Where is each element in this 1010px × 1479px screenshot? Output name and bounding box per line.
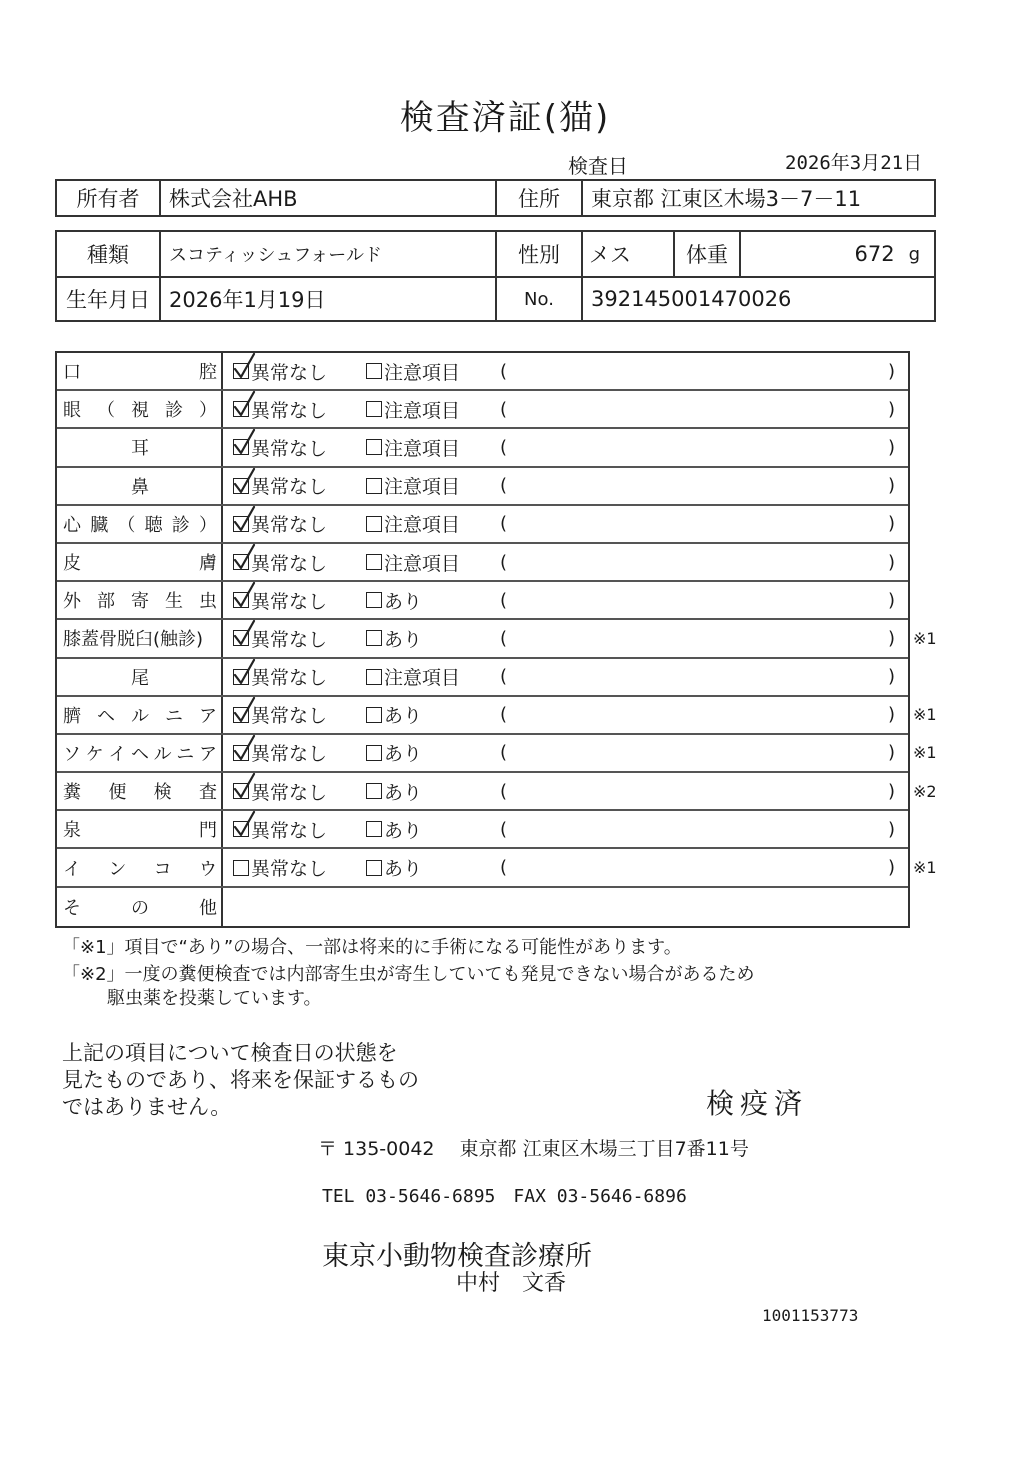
- ok-checkbox[interactable]: [233, 439, 249, 455]
- alt-label: あり: [384, 590, 423, 613]
- inspection-row: [57, 391, 908, 429]
- owner-table: [55, 179, 936, 217]
- exam-date-label: 検査日: [568, 154, 628, 178]
- alt-checkbox[interactable]: [366, 630, 382, 646]
- exam-date: 2026年3月21日: [785, 152, 923, 174]
- item-name-text: 眼 （ 視 診 ）: [63, 400, 217, 422]
- open-paren: (: [500, 857, 508, 879]
- inspection-item-name: [57, 353, 223, 389]
- item-name-text: 泉 門: [63, 820, 217, 842]
- item-name-text: そ の 他: [63, 897, 217, 919]
- item-name-text: 臍 ヘ ル ニ ア: [63, 705, 217, 727]
- check-mark-icon: [232, 772, 256, 800]
- footnote-2-line1: 「※2」一度の糞便検査では内部寄生虫が寄生していても発見できない場合があるため: [62, 964, 755, 985]
- animal-table: [55, 230, 936, 322]
- inspection-item-name: [57, 811, 223, 847]
- no-value: 392145001470026: [582, 277, 935, 321]
- ok-label: 異常なし: [251, 781, 328, 804]
- ok-label: 異常なし: [251, 476, 328, 499]
- inspection-table: [55, 351, 937, 928]
- row-footnote-mark: ※1: [913, 628, 937, 648]
- ok-label: 異常なし: [251, 399, 328, 422]
- birth-value: 2026年1月19日: [160, 277, 496, 321]
- inspection-item-name: [57, 544, 223, 580]
- open-paren: (: [500, 742, 508, 764]
- type-value: スコティッシュフォールド: [160, 231, 496, 277]
- check-mark-icon: [232, 352, 256, 380]
- inspection-row: [57, 811, 908, 849]
- alt-checkbox[interactable]: [366, 592, 382, 608]
- ok-label: 異常なし: [251, 628, 328, 651]
- inspection-item-name: [57, 697, 223, 733]
- close-paren: ): [887, 436, 895, 458]
- ok-label: 異常なし: [251, 819, 328, 842]
- check-mark-icon: [232, 581, 256, 609]
- ok-checkbox[interactable]: [233, 516, 249, 532]
- item-name-text: 尾: [131, 667, 149, 689]
- weight-label: 体重: [675, 232, 741, 276]
- disclaimer: [62, 1040, 419, 1121]
- close-paren: ): [887, 666, 895, 688]
- ok-label: 異常なし: [251, 514, 328, 537]
- alt-label: 注意項目: [384, 667, 461, 690]
- check-mark-icon: [232, 658, 256, 686]
- inspection-item-name: [57, 429, 223, 465]
- ok-label: 異常なし: [251, 743, 328, 766]
- open-paren: (: [500, 398, 508, 420]
- item-name-text: 外 部 寄 生 虫: [63, 591, 217, 613]
- close-paren: ): [887, 704, 895, 726]
- sex-value: メス: [583, 232, 675, 276]
- alt-checkbox[interactable]: [366, 860, 382, 876]
- owner-value: 株式会社AHB: [160, 180, 496, 216]
- alt-label: あり: [384, 781, 423, 804]
- alt-label: あり: [384, 858, 423, 881]
- item-name-text: イ ン コ ウ: [63, 858, 217, 880]
- alt-checkbox[interactable]: [366, 439, 382, 455]
- item-name-text: 膝蓋骨脱臼(触診): [63, 629, 204, 651]
- alt-checkbox[interactable]: [366, 745, 382, 761]
- ok-label: 異常なし: [251, 590, 328, 613]
- disclaimer-line-2: 見たものであり、将来を保証するもの: [62, 1068, 419, 1092]
- row-footnote-mark: ※1: [913, 705, 937, 725]
- alt-label: あり: [384, 819, 423, 842]
- close-paren: ): [887, 398, 895, 420]
- no-label: No.: [496, 277, 582, 321]
- inspection-row: [57, 773, 937, 811]
- alt-label: 注意項目: [384, 437, 461, 460]
- owner-label: 所有者: [56, 180, 160, 216]
- check-mark-icon: [232, 390, 256, 418]
- footnote-2-line2: 駆虫薬を投薬しています。: [107, 988, 322, 1009]
- item-name-text: 耳: [131, 438, 149, 460]
- alt-checkbox[interactable]: [366, 401, 382, 417]
- open-paren: (: [500, 436, 508, 458]
- ok-label: 異常なし: [251, 361, 328, 384]
- open-paren: (: [500, 704, 508, 726]
- close-paren: ): [887, 589, 895, 611]
- inspection-row: [57, 888, 908, 926]
- inspection-item-name: [57, 888, 223, 926]
- check-mark-icon: [232, 543, 256, 571]
- document-title: 検査済証(猫): [399, 98, 611, 138]
- inspection-row: [57, 849, 937, 887]
- alt-label: 注意項目: [384, 399, 461, 422]
- ok-checkbox[interactable]: [233, 669, 249, 685]
- check-mark-icon: [232, 810, 256, 838]
- inspection-item-name: [57, 506, 223, 542]
- alt-checkbox[interactable]: [366, 783, 382, 799]
- inspection-item-name: [57, 468, 223, 504]
- alt-checkbox[interactable]: [366, 478, 382, 494]
- alt-checkbox[interactable]: [366, 516, 382, 532]
- item-name-text: ソ ケ イ ヘ ル ニ ア: [63, 743, 217, 765]
- row-footnote-mark: ※1: [913, 858, 937, 878]
- open-paren: (: [500, 551, 508, 573]
- serial-number: 1001153773: [762, 1306, 859, 1325]
- close-paren: ): [887, 551, 895, 573]
- address-value: 東京都 江東区木場3－7－11: [582, 180, 935, 216]
- item-name-text: 口 腔: [63, 362, 217, 384]
- ok-checkbox[interactable]: [233, 478, 249, 494]
- item-name-text: 心 臓 （ 聴 診 ）: [63, 514, 217, 536]
- check-mark-icon: [232, 734, 256, 762]
- close-paren: ): [887, 742, 895, 764]
- ok-checkbox[interactable]: [233, 745, 249, 761]
- inspection-item-name: [57, 659, 223, 695]
- ok-checkbox[interactable]: [233, 783, 249, 799]
- ok-checkbox[interactable]: [233, 592, 249, 608]
- item-name-text: 糞 便 検 査: [63, 782, 217, 804]
- alt-label: あり: [384, 628, 423, 651]
- open-paren: (: [500, 627, 508, 649]
- birth-label: 生年月日: [56, 277, 160, 321]
- ok-checkbox[interactable]: [233, 821, 249, 837]
- inspection-item-name: [57, 620, 223, 656]
- open-paren: (: [500, 666, 508, 688]
- ok-label: 異常なし: [251, 858, 328, 881]
- inspection-row: [57, 659, 908, 697]
- open-paren: (: [500, 780, 508, 802]
- open-paren: (: [500, 513, 508, 535]
- footnote-1: 「※1」項目で“あり”の場合、一部は将来的に手術になる可能性があります。: [62, 937, 682, 958]
- inspection-row: [57, 544, 908, 582]
- disclaimer-line-1: 上記の項目について検査日の状態を: [62, 1041, 398, 1065]
- inspection-row: [57, 506, 908, 544]
- alt-label: 注意項目: [384, 552, 461, 575]
- close-paren: ): [887, 780, 895, 802]
- inspection-item-name: [57, 849, 223, 885]
- doctor-name: 中村 文香: [456, 1271, 567, 1296]
- check-mark-icon: [232, 696, 256, 724]
- open-paren: (: [500, 589, 508, 611]
- item-name-text: 皮 膚: [63, 553, 217, 575]
- check-mark-icon: [232, 428, 256, 456]
- ok-checkbox[interactable]: [233, 554, 249, 570]
- clinic-tel-fax: TEL 03-5646-6895 FAX 03-5646-6896: [322, 1186, 687, 1207]
- ok-label: 異常なし: [251, 667, 328, 690]
- clinic-name: 東京小動物検査診療所: [322, 1241, 592, 1272]
- open-paren: (: [500, 475, 508, 497]
- inspection-item-name: [57, 773, 223, 809]
- inspection-item-name: [57, 582, 223, 618]
- close-paren: ): [887, 360, 895, 382]
- quarantine-stamp: 検疫済: [706, 1087, 809, 1120]
- ok-checkbox[interactable]: [233, 363, 249, 379]
- inspection-row: [57, 468, 908, 506]
- alt-checkbox[interactable]: [366, 554, 382, 570]
- inspection-row: [57, 735, 937, 773]
- sex-label: 性別: [496, 231, 582, 277]
- close-paren: ): [887, 475, 895, 497]
- inspection-item-name: [57, 391, 223, 427]
- ok-checkbox[interactable]: [233, 860, 249, 876]
- alt-label: あり: [384, 743, 423, 766]
- close-paren: ): [887, 627, 895, 649]
- clinic-address: 〒 135-0042 東京都 江東区木場三丁目7番11号: [318, 1138, 749, 1160]
- ok-label: 異常なし: [251, 552, 328, 575]
- check-mark-icon: [232, 467, 256, 495]
- weight-value: 672: [854, 242, 895, 266]
- inspection-row: [57, 429, 908, 467]
- ok-label: 異常なし: [251, 437, 328, 460]
- alt-checkbox[interactable]: [366, 707, 382, 723]
- open-paren: (: [500, 360, 508, 382]
- check-mark-icon: [232, 619, 256, 647]
- weight-unit: g: [908, 243, 920, 265]
- ok-checkbox[interactable]: [233, 630, 249, 646]
- disclaimer-line-3: ではありません。: [62, 1095, 232, 1119]
- inspection-row: [57, 697, 937, 735]
- alt-label: あり: [384, 705, 423, 728]
- ok-checkbox[interactable]: [233, 707, 249, 723]
- ok-label: 異常なし: [251, 705, 328, 728]
- type-label: 種類: [56, 231, 160, 277]
- close-paren: ): [887, 857, 895, 879]
- inspection-row: [57, 353, 908, 391]
- row-footnote-mark: ※1: [913, 743, 937, 763]
- alt-checkbox[interactable]: [366, 363, 382, 379]
- close-paren: ): [887, 818, 895, 840]
- close-paren: ): [887, 513, 895, 535]
- open-paren: (: [500, 818, 508, 840]
- item-name-text: 鼻: [131, 476, 149, 498]
- ok-checkbox[interactable]: [233, 401, 249, 417]
- inspection-row: [57, 620, 937, 658]
- alt-checkbox[interactable]: [366, 669, 382, 685]
- alt-label: 注意項目: [384, 476, 461, 499]
- inspection-row: [57, 582, 908, 620]
- alt-checkbox[interactable]: [366, 821, 382, 837]
- alt-label: 注意項目: [384, 514, 461, 537]
- address-label: 住所: [496, 180, 582, 216]
- alt-label: 注意項目: [384, 361, 461, 384]
- row-footnote-mark: ※2: [913, 781, 937, 801]
- check-mark-icon: [232, 505, 256, 533]
- inspection-item-name: [57, 735, 223, 771]
